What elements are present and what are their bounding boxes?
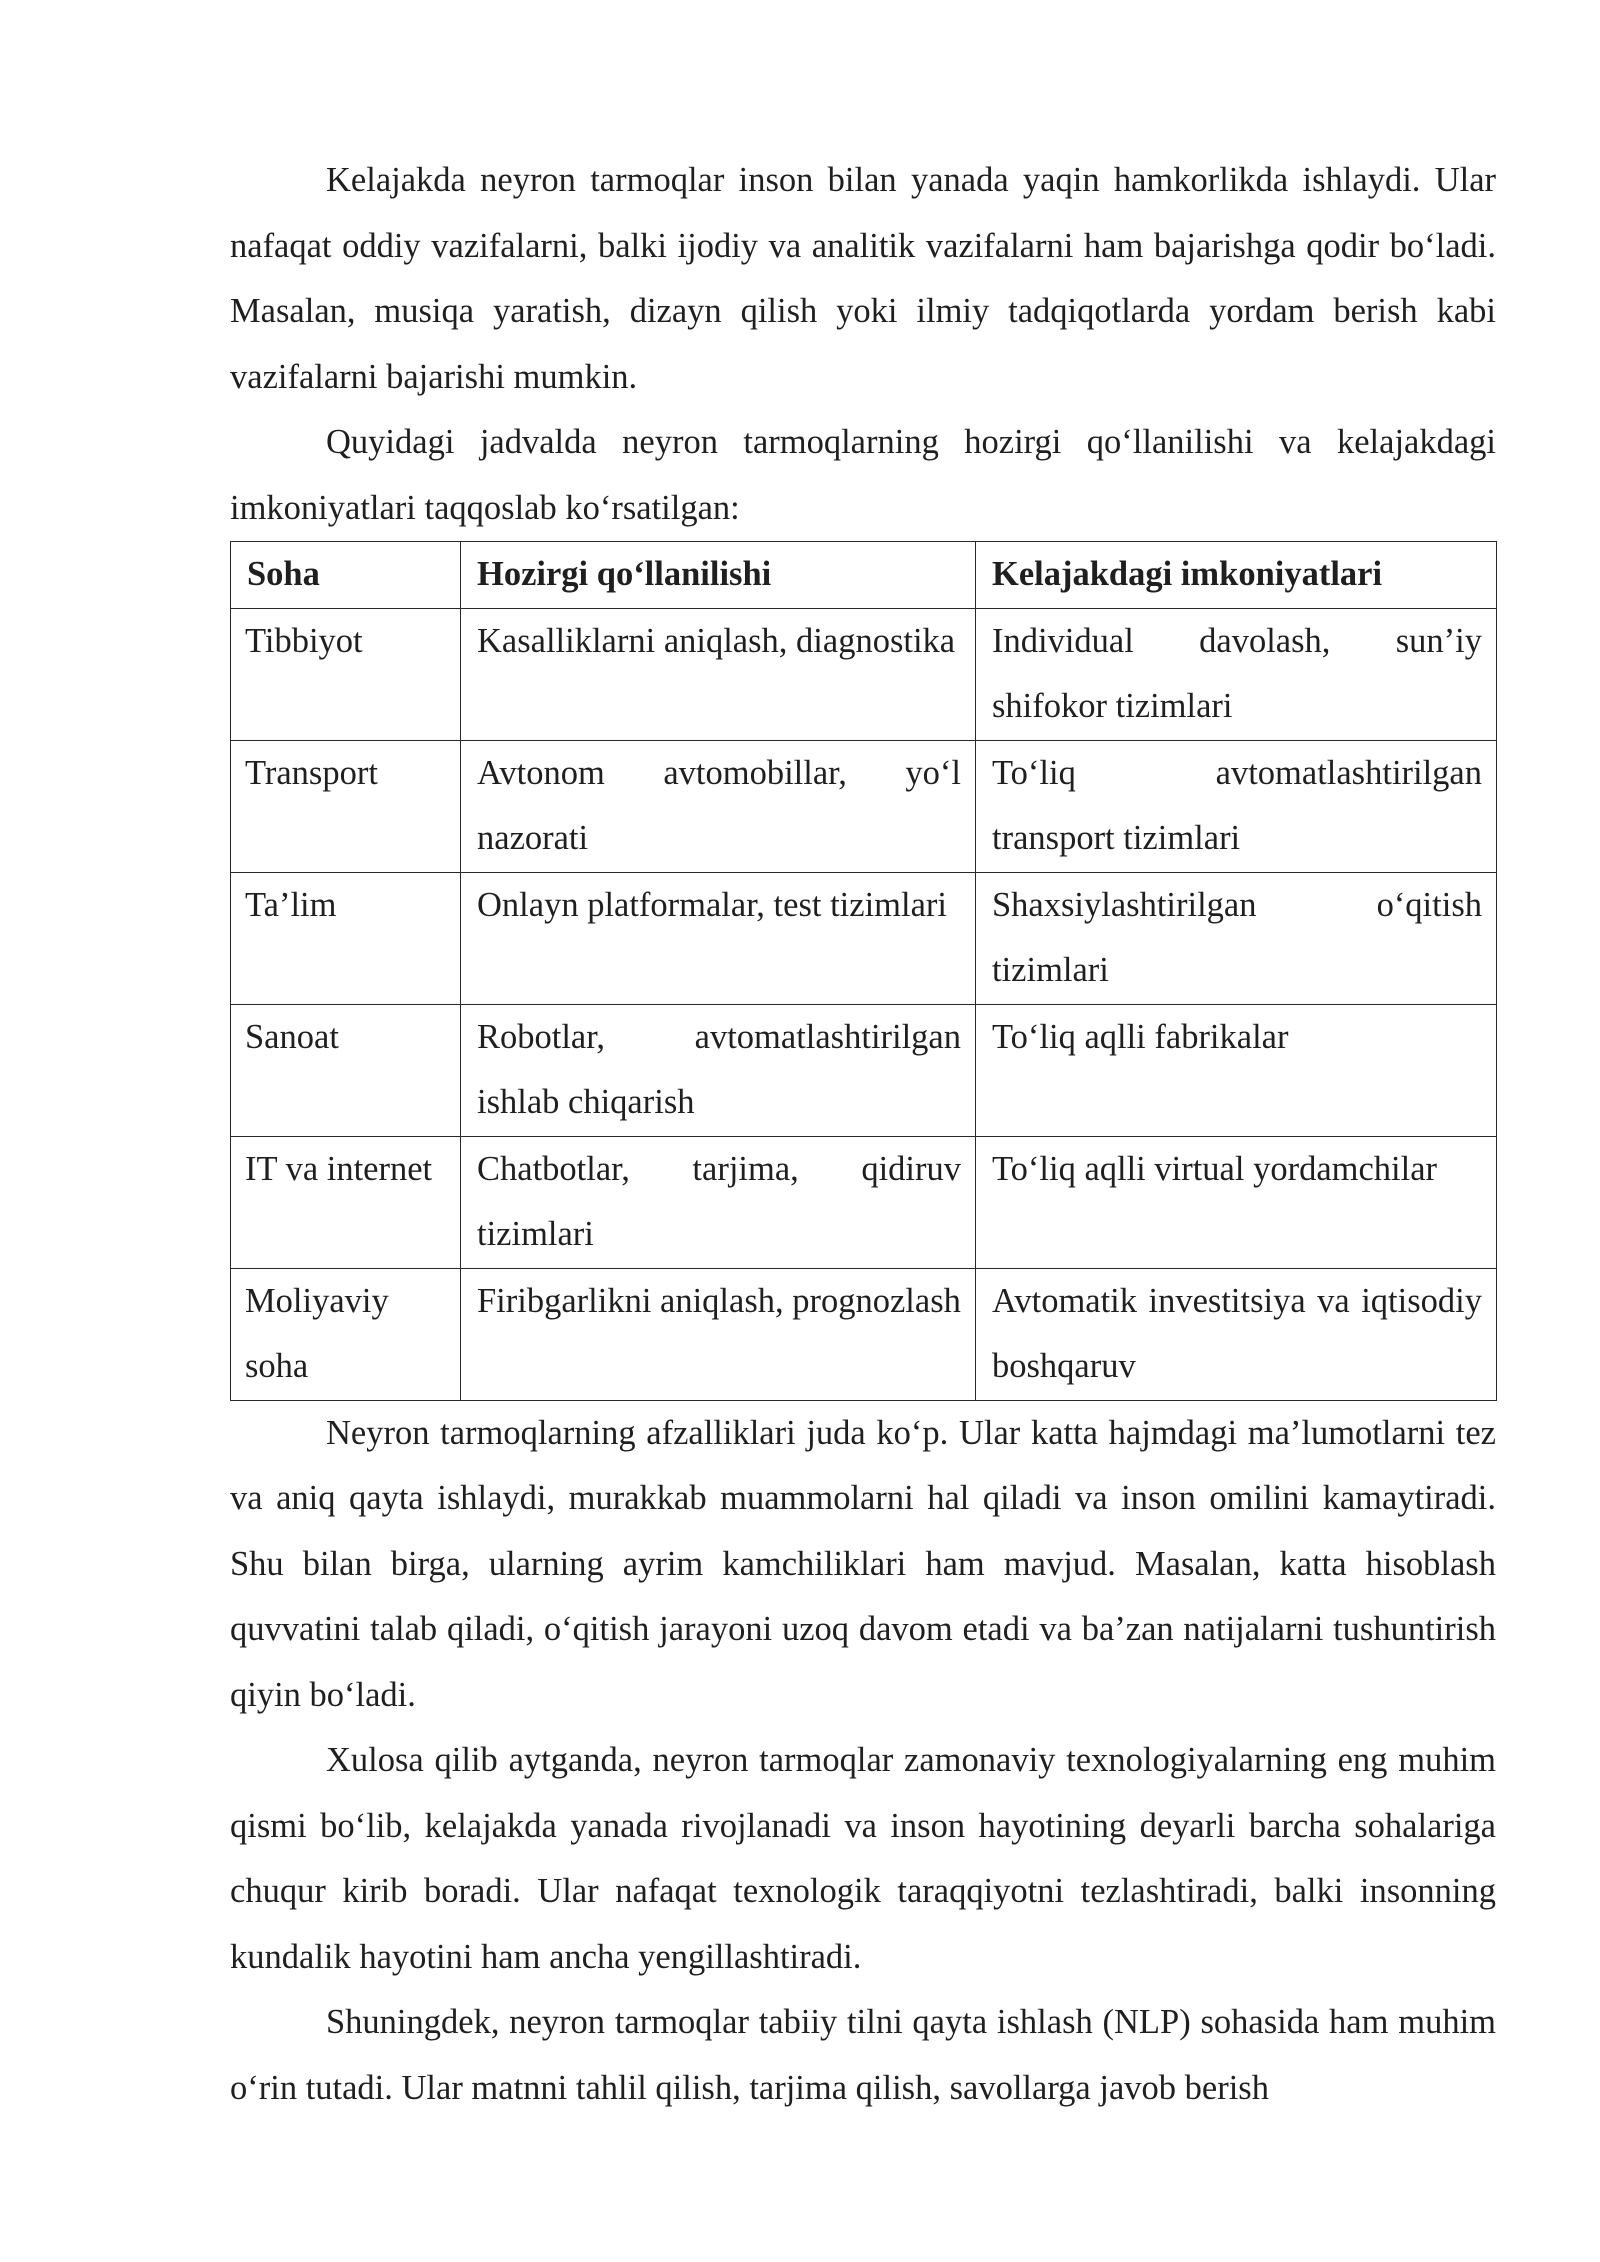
table-cell-current: Onlayn platformalar, test tizimlari — [461, 872, 976, 1004]
paragraph-advantages: Neyron tarmoqlarning afzalliklari juda ko‘p. Ular katta hajmdagi ma’lumotlarni tez va aniq qayta ishlaydi, murakkab muammolarni hal qiladi va inson omilini kamaytiradi. Shu bilan birga, ularning ayrim kamchiliklari ham mavjud. Masalan, katta hisoblash quvvatini talab qiladi, o‘qitish jarayoni uzoq davom etadi va ba’zan natijalarni tushuntirish qiyin bo‘ladi. — [230, 1413, 1496, 1714]
table-row — [231, 1004, 1497, 1136]
table-cell-field: Tibbiyot — [231, 608, 461, 740]
table-row — [231, 608, 1497, 740]
table-header-row — [231, 542, 1497, 609]
paragraph-conclusion: Xulosa qilib aytganda, neyron tarmoqlar zamonaviy texnologiyalarning eng muhim qismi bo‘lib, kelajakda yanada rivojlanadi va inson hayotining deyarli barcha sohalariga chuqur kirib boradi. Ular nafaqat texnologik taraqqiyotni tezlashtiradi, balki insonning kundalik hayotini ham ancha yengillashtiradi. — [230, 1741, 1496, 1976]
table-row — [231, 740, 1497, 872]
paragraph-nlp: Shuningdek, neyron tarmoqlar tabiiy tilni qayta ishlash (NLP) sohasida ham muhim o‘rin tutadi. Ular matnni tahlil qilish, tarjima qilish, savollarga javob berish — [230, 2003, 1496, 2107]
table-cell-future: To‘liq avtomatlashtirilgan transport tizimlari — [976, 740, 1497, 872]
table-cell-field: Transport — [231, 740, 461, 872]
table-cell-current: Robotlar, avtomatlashtirilgan ishlab chiqarish — [461, 1004, 976, 1136]
table-row — [231, 872, 1497, 1004]
table-cell-field: Moliyaviy soha — [231, 1268, 461, 1400]
table-cell-field: Sanoat — [231, 1004, 461, 1136]
table-row — [231, 1136, 1497, 1268]
table-cell-field: Ta’lim — [231, 872, 461, 1004]
paragraph-table-intro: Quyidagi jadvalda neyron tarmoqlarning hozirgi qo‘llanilishi va kelajakdagi imkoniyatlari taqqoslab ko‘rsatilgan: — [230, 423, 1496, 527]
comparison-table — [230, 541, 1497, 1401]
header-current-use: Hozirgi qo‘llanilishi — [461, 542, 976, 609]
table-cell-field: IT va internet — [231, 1136, 461, 1268]
table-cell-current: Firibgarlikni aniqlash, prognozlash — [461, 1268, 976, 1400]
table-cell-current: Kasalliklarni aniqlash, diagnostika — [461, 608, 976, 740]
table-cell-future: To‘liq aqlli virtual yordamchilar — [976, 1136, 1497, 1268]
table-cell-current: Chatbotlar, tarjima, qidiruv tizimlari — [461, 1136, 976, 1268]
header-soha: Soha — [231, 542, 461, 609]
paragraph-future-collaboration: Kelajakda neyron tarmoqlar inson bilan yanada yaqin hamkorlikda ishlaydi. Ular nafaqat oddiy vazifalarni, balki ijodiy va analitik vazifalarni ham bajarishga qodir bo‘ladi. Masalan, musiqa yaratish, dizayn qilish yoki ilmiy tadqiqotlarda yordam berish kabi vazifalarni bajarishi mumkin. — [230, 161, 1496, 396]
table-cell-future: To‘liq aqlli fabrikalar — [976, 1004, 1497, 1136]
table-cell-future: Avtomatik investitsiya va iqtisodiy boshqaruv — [976, 1268, 1497, 1400]
header-future-possibilities: Kelajakdagi imkoniyatlari — [976, 542, 1497, 609]
table-row — [231, 1268, 1497, 1400]
table-cell-future: Shaxsiylashtirilgan o‘qitish tizimlari — [976, 872, 1497, 1004]
document-page — [230, 148, 1496, 2121]
table-cell-current: Avtonom avtomobillar, yo‘l nazorati — [461, 740, 976, 872]
table-cell-future: Individual davolash, sun’iy shifokor tizimlari — [976, 608, 1497, 740]
